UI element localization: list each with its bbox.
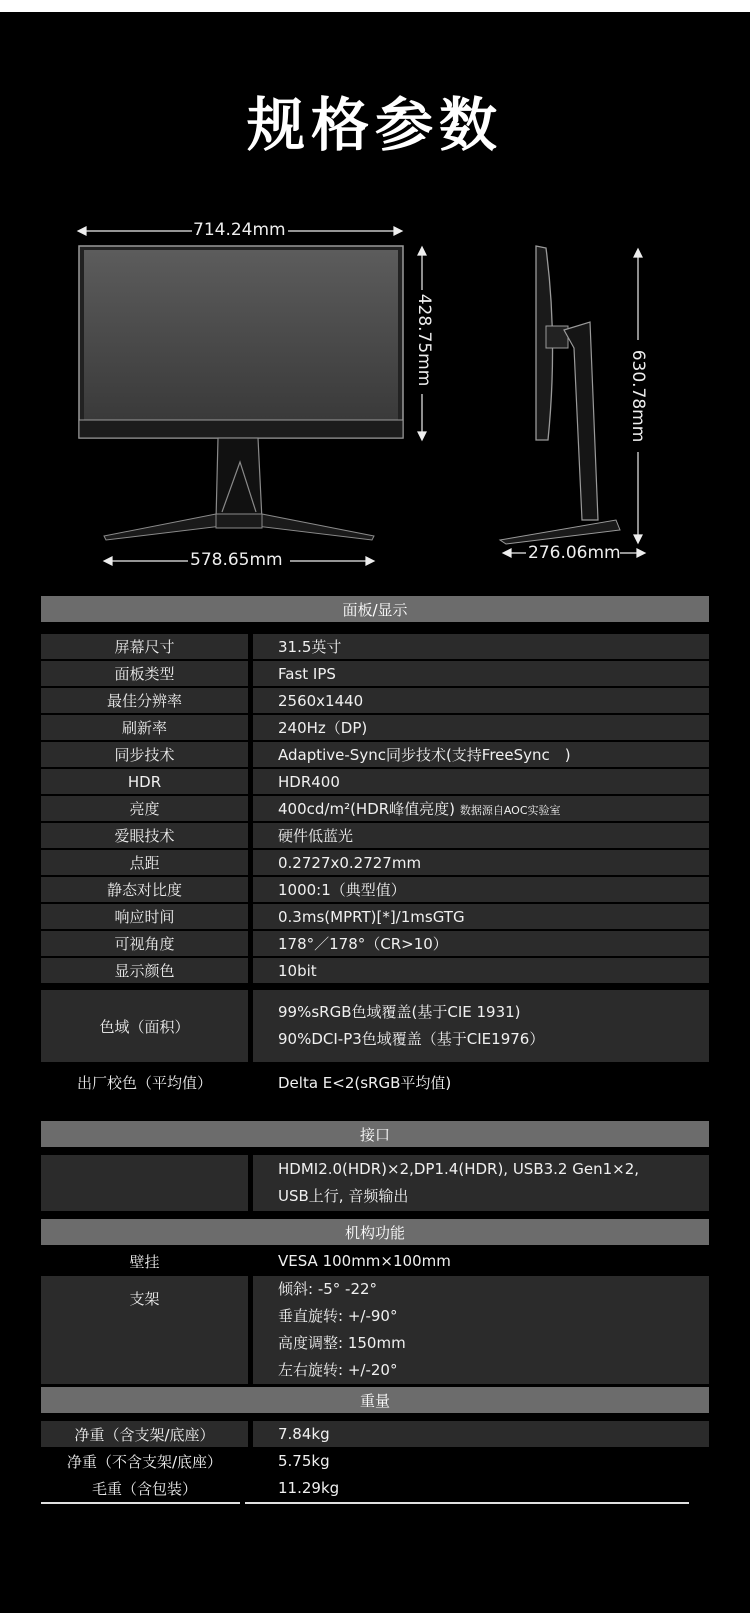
spec-row — [41, 904, 709, 929]
spec-row — [41, 769, 709, 794]
spec-label: 亮度 — [41, 796, 248, 821]
spec-row — [41, 1155, 709, 1211]
spec-row — [41, 742, 709, 767]
spec-label: 面板类型 — [41, 661, 248, 686]
spec-label: 爱眼技术 — [41, 823, 248, 848]
front-view — [79, 246, 403, 540]
spec-label: 可视角度 — [41, 931, 248, 956]
side-view — [500, 246, 620, 544]
spec-row — [41, 634, 709, 659]
spec-value: 0.3ms(MPRT)[*]/1msGTG — [253, 904, 709, 929]
spec-row — [41, 1448, 709, 1474]
spec-row — [41, 931, 709, 956]
spec-value: 400cd/m²(HDR峰值亮度) 数据源自AOC实验室 — [253, 796, 709, 821]
spec-label: 净重（含支架/底座） — [41, 1421, 248, 1447]
section-header-ports: 接口 — [41, 1121, 709, 1147]
spec-value: HDMI2.0(HDR)×2,DP1.4(HDR), USB3.2 Gen1×2, USB上行, 音频输出 — [253, 1155, 709, 1211]
spec-label: 出厂校色（平均值） — [76, 1073, 212, 1092]
spec-row — [41, 1421, 709, 1447]
spec-value: VESA 100mm×100mm — [278, 1252, 451, 1270]
spec-row — [41, 1068, 709, 1096]
spec-row — [41, 990, 709, 1062]
side-depth-label: 276.06mm — [528, 543, 621, 563]
spec-label: 屏幕尺寸 — [41, 634, 248, 659]
spec-row — [41, 850, 709, 875]
spec-value: 5.75kg — [278, 1452, 330, 1470]
spec-label: 最佳分辨率 — [41, 688, 248, 713]
spec-row — [41, 823, 709, 848]
spec-row — [41, 688, 709, 713]
spec-value: 178°／178°（CR>10） — [253, 931, 709, 956]
spec-row — [41, 1276, 709, 1384]
spec-value: 2560x1440 — [253, 688, 709, 713]
page-title: 规格参数 — [246, 91, 503, 159]
spec-label: 响应时间 — [41, 904, 248, 929]
spec-value: 31.5英寸 — [253, 634, 709, 659]
spec-label: 显示颜色 — [41, 958, 248, 983]
spec-label: 毛重（含包装） — [91, 1479, 197, 1498]
spec-label — [41, 1155, 248, 1211]
spec-label: 同步技术 — [41, 742, 248, 767]
spec-row — [41, 1475, 709, 1501]
spec-row — [41, 661, 709, 686]
spec-value: 240Hz（DP) — [253, 715, 709, 740]
spec-label: 净重（不含支架/底座） — [66, 1452, 223, 1471]
spec-value: 7.84kg — [253, 1421, 709, 1447]
monitor-dimension-diagram — [0, 0, 750, 600]
spec-value: 倾斜: -5° -22° 垂直旋转: +/-90° 高度调整: 150mm 左右旋转: +/-20° — [253, 1276, 709, 1384]
spec-label: 点距 — [41, 850, 248, 875]
spec-label: 壁挂 — [129, 1252, 160, 1271]
spec-value: 10bit — [253, 958, 709, 983]
spec-value: 11.29kg — [278, 1479, 340, 1497]
bottom-divider-right — [245, 1502, 689, 1504]
section-header-mechanics: 机构功能 — [41, 1219, 709, 1245]
base-width-label: 578.65mm — [190, 550, 283, 570]
spec-label: HDR — [41, 769, 248, 794]
spec-value: 硬件低蓝光 — [253, 823, 709, 848]
spec-row — [41, 796, 709, 821]
spec-label: 支架 — [41, 1276, 248, 1384]
section-header-weight: 重量 — [41, 1387, 709, 1413]
spec-row — [41, 715, 709, 740]
bottom-divider-left — [41, 1502, 240, 1504]
spec-row — [41, 1248, 709, 1274]
section-header-panel: 面板/显示 — [41, 596, 709, 622]
spec-row — [41, 958, 709, 983]
spec-value: 99%sRGB色域覆盖(基于CIE 1931) 90%DCI-P3色域覆盖（基于CIE1976） — [253, 990, 709, 1062]
spec-value: 0.2727x0.2727mm — [253, 850, 709, 875]
front-height-label: 428.75mm — [414, 293, 434, 387]
spec-label: 静态对比度 — [41, 877, 248, 902]
spec-label: 色域（面积） — [41, 990, 248, 1062]
spec-value: Adaptive-Sync同步技术(支持FreeSync ) — [253, 742, 709, 767]
side-height-label: 630.78mm — [628, 349, 648, 443]
spec-value: Delta E<2(sRGB平均值) — [278, 1073, 452, 1092]
spec-row — [41, 877, 709, 902]
spec-value: 1000:1（典型值） — [253, 877, 709, 902]
spec-value: HDR400 — [253, 769, 709, 794]
spec-label: 刷新率 — [41, 715, 248, 740]
front-width-label: 714.24mm — [193, 220, 286, 240]
spec-value: Fast IPS — [253, 661, 709, 686]
